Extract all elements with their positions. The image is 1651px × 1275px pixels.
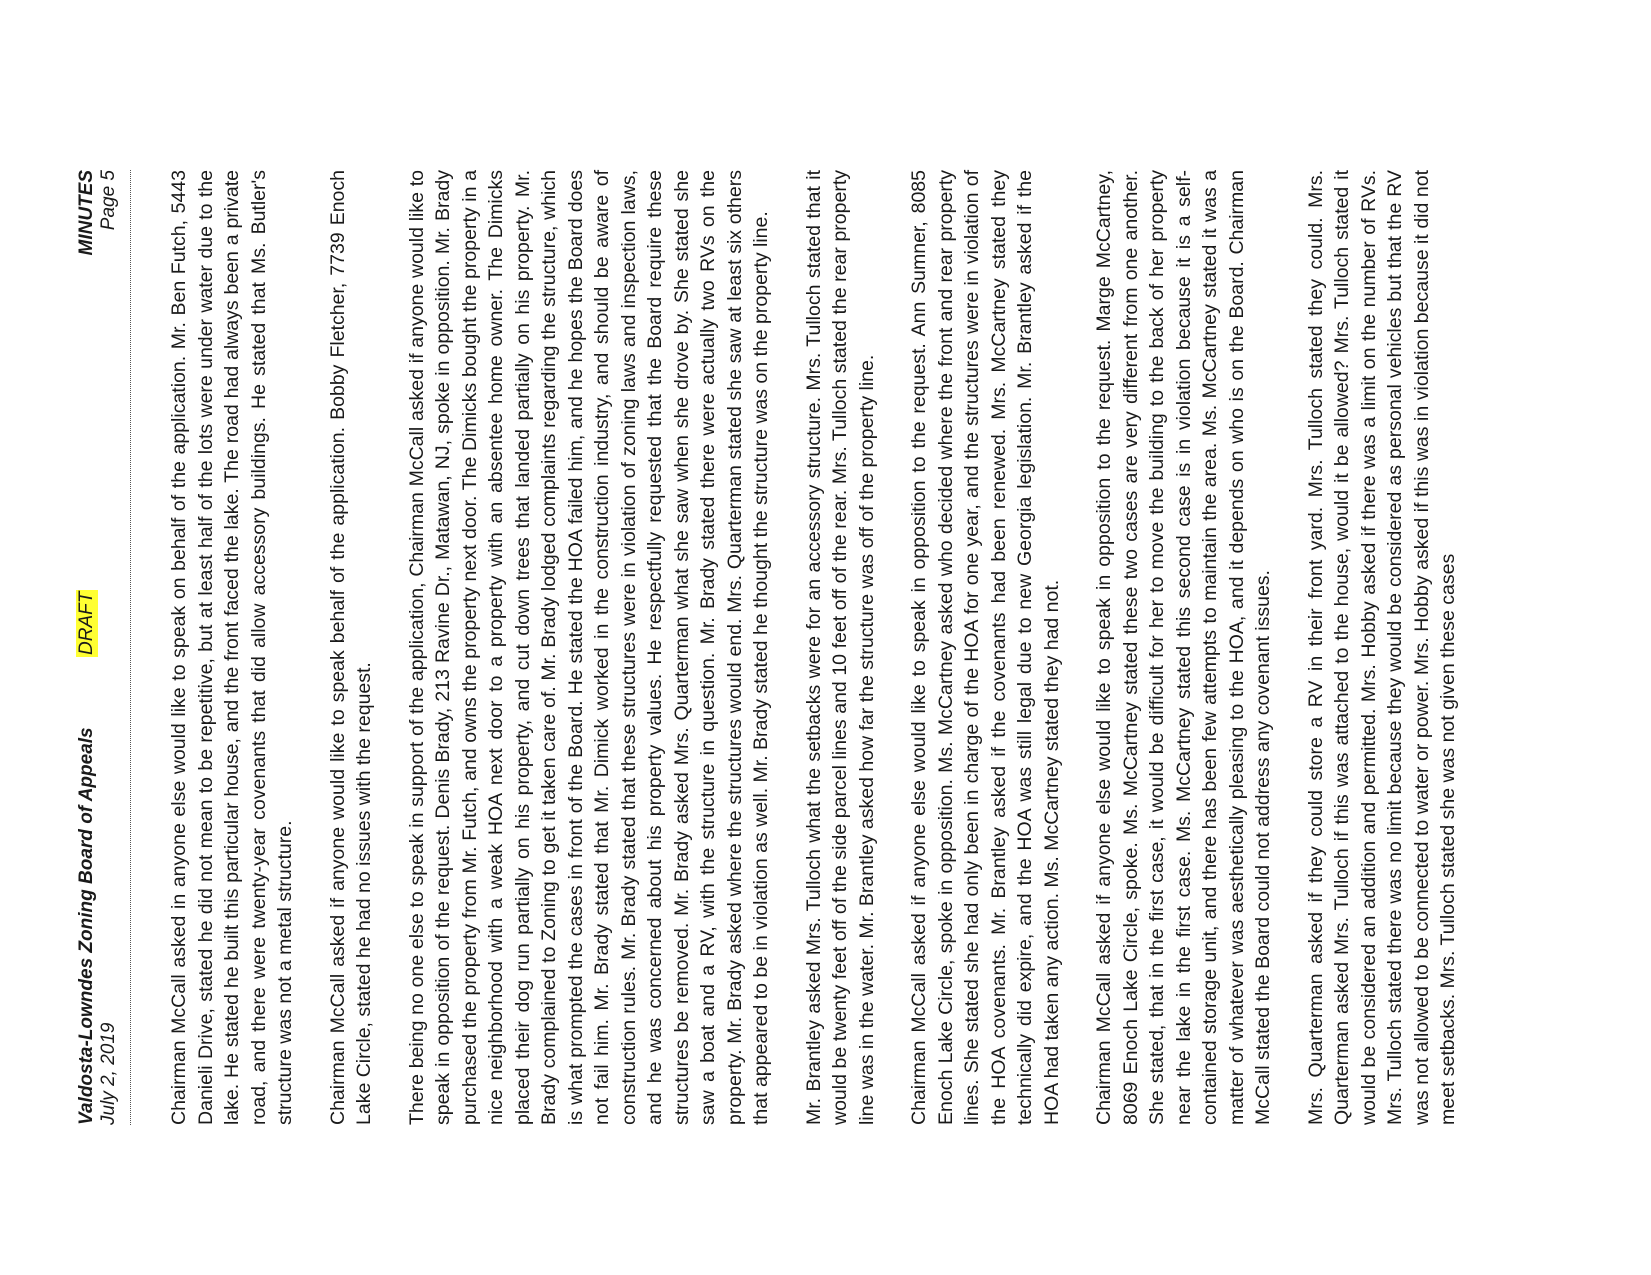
minutes-label: MINUTES bbox=[76, 170, 97, 256]
header-divider bbox=[130, 170, 131, 1125]
draft-label: DRAFT bbox=[76, 591, 97, 655]
header-left bbox=[76, 727, 120, 1125]
header-right bbox=[76, 170, 120, 256]
board-title: Valdosta-Lowndes Zoning Board of Appeals bbox=[76, 727, 97, 1125]
page-header bbox=[76, 170, 126, 1125]
paragraph-setbacks: Mr. Brantley asked Mrs. Tulloch what the setbacks were for an accessory structure. Mrs. Tulloch stated that it would be twenty feet off of the side parcel lines and 10 feet off of the rear. Mrs. Tulloch stated the rear property line was in the water. Mr. Brantley asked how far the structure was off of the property line. bbox=[802, 170, 878, 1125]
meeting-date: July 2, 2019 bbox=[98, 1022, 119, 1125]
minutes-body bbox=[166, 170, 1488, 1125]
paragraph-mccartney: Chairman McCall asked if anyone else would like to speak in opposition to the request. Marge McCartney, 8069 Enoch Lake Circle, spoke. Ms. McCartney stated these two cases are very different from one another. She stated, that in the first case, it would be difficult for her to move the building to the back of her property near the lake in the first case. Ms. McCartney stated this second case is in violation because it is a self-contained storage unit, and there has been few attempts to maintain the area. Ms. McCartney stated it was a matter of whatever was aesthetically pleasing to the HOA, and it depends on who is on the Board. Chairman McCall stated the Board could not address any covenant issues. bbox=[1093, 170, 1274, 1125]
paragraph-brady: There being no one else to speak in support of the application, Chairman McCall asked if anyone would like to speak in opposition of the request. Denis Brady, 213 Ravine Dr., Matawan, NJ, spoke in opposition. Mr. Brady purchased the property from Mr. Futch, and owns the property next door. The Dimicks bought the property in a nice neighborhood with a weak HOA next door to a property with an absentee home owner. The Dimicks placed their dog run partially on his property, and cut down trees that landed partially on his property. Mr. Brady complained to Zoning to get it taken care of. Mr. Brady lodged complaints regarding the structure, which is what prompted the cases in front of the Board. He stated the HOA failed him, and he hopes the Board does not fail him. Mr. Brady stated that Mr. Dimick worked in the construction industry, and should be aware of construction rules. Mr. Brady stated that these structures were in violation of zoning laws and inspection laws, and he was concerned about his property values. He respectfully requested that the Board require these structures be removed. Mr. Brady asked Mrs. Quarterman what she saw when she drove by. She stated she saw a boat and a RV, with the structure in question. Mr. Brady stated there were actually two RVs on the property. Mr. Brady asked where the structures would end. Mrs. Quarterman stated she saw at least six others that appeared to be in violation as well. Mr. Brady stated he thought the structure was on the property line. bbox=[405, 170, 772, 1125]
page-number: Page 5 bbox=[98, 170, 119, 231]
paragraph-fletcher: Chairman McCall asked if anyone would like to speak behalf of the application. Bobby Fletcher, 7739 Enoch Lake Circle, stated he had no issues with the request. bbox=[326, 170, 375, 1125]
paragraph-sumner: Chairman McCall asked if anyone else would like to speak in opposition to the request. Ann Sumner, 8085 Enoch Lake Circle, spoke in opposition. Ms. McCartney asked who decided where the front and rear property lines. She stated she had only been in charge of the HOA for one year, and the structures were in violation of the HOA covenants. Mr. Brantley asked if the covenants had been renewed. Mrs. McCartney stated they technically did expire, and the HOA was still legal due to new Georgia legislation. Mr. Brantley asked if the HOA had taken any action. Ms. McCartney stated they had not. bbox=[908, 170, 1063, 1125]
paragraph-futch: Chairman McCall asked in anyone else would like to speak on behalf of the application. Mr. Ben Futch, 5443 Danieli Drive, stated he did not mean to be repetitive, but at least half of the lots were under water due to the lake. He stated he built this particular house, and the front faced the lake. The road had always been a private road, and there were twenty-year covenants that did allow accessory buildings. He stated that Ms. Butler's structure was not a metal structure. bbox=[168, 170, 296, 1125]
paragraph-rv-question: Mrs. Quarterman asked if they could store a RV in their front yard. Mrs. Tulloch stated they could. Mrs. Quarterman asked Mrs. Tulloch if this was attached to the house, would it be allowed? Mrs. Tulloch stated it would be considered an addition and permitted. Mrs. Hobby asked if there was a limit on the number of RVs. Mrs. Tulloch stated there was no limit because they would be considered as personal vehicles but that the RV was not allowed to be connected to water or power. Mrs. Hobby asked if this was in violation because it did not meet setbacks. Mrs. Tulloch stated she was not given these cases bbox=[1304, 170, 1459, 1125]
